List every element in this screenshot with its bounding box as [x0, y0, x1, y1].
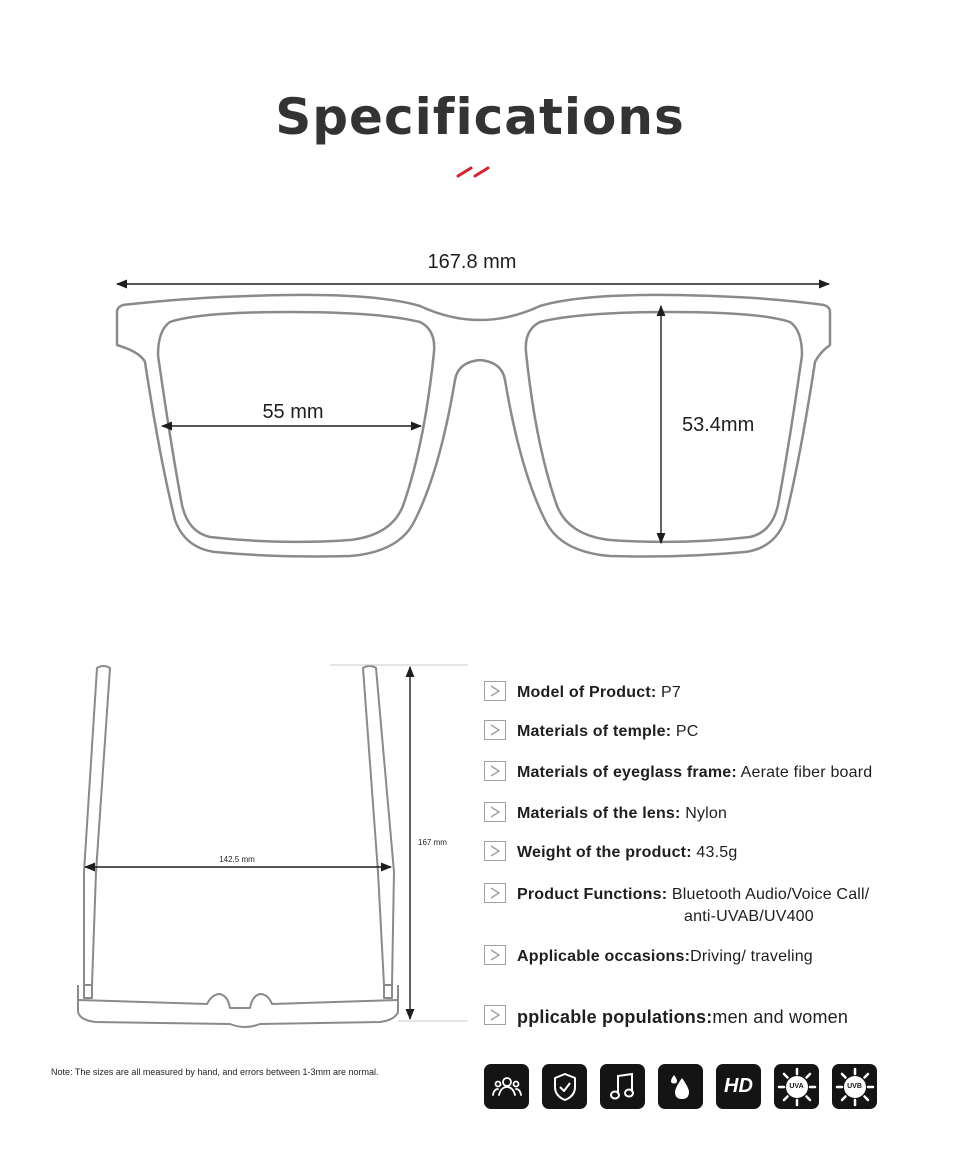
chevron-right-icon: [484, 1005, 506, 1025]
spec-value: PC: [671, 723, 699, 740]
chevron-right-icon: [484, 945, 506, 965]
temple-length-label: 167 mm: [418, 838, 447, 847]
spec-row-populations: [484, 1006, 944, 1028]
hd-label: HD: [724, 1075, 753, 1097]
people-icon: [484, 1064, 529, 1109]
spec-value: men and women: [712, 1007, 849, 1027]
spec-label: Weight of the product:: [517, 844, 692, 861]
spec-value-continued: anti-UVAB/UV400: [684, 908, 814, 925]
sun-uvb-icon: [832, 1064, 877, 1109]
title-accent: [458, 168, 488, 176]
chevron-right-icon: [484, 883, 506, 903]
page-title: Specifications: [275, 88, 685, 146]
spec-row-weight: [484, 842, 944, 864]
inner-width-label: 142.5 mm: [219, 855, 255, 864]
spec-label: Materials of eyeglass frame:: [517, 764, 737, 781]
spec-label: Applicable occasions:: [517, 948, 691, 965]
total-width-label: 167.8 mm: [427, 251, 517, 273]
lens-height-label: 53.4mm: [682, 414, 755, 436]
chevron-right-icon: [484, 681, 506, 701]
hd-icon: [716, 1064, 761, 1109]
spec-value: Driving/ traveling: [690, 948, 813, 965]
spec-value: Bluetooth Audio/Voice Call/: [667, 886, 870, 903]
shield-check-icon: [542, 1064, 587, 1109]
music-note-icon: [600, 1064, 645, 1109]
measurement-note: Note: The sizes are all measured by hand, and errors between 1-3mm are normal.: [51, 1067, 379, 1077]
spec-row-temple: [484, 721, 944, 743]
spec-value: Aerate fiber board: [736, 764, 873, 781]
spec-value: 43.5g: [691, 844, 738, 861]
uva-label: UVA: [789, 1083, 804, 1090]
spec-label: Product Functions:: [517, 886, 668, 903]
spec-label: Materials of the lens:: [517, 805, 681, 822]
lens-width-label: 55 mm: [262, 401, 324, 423]
spec-row-frame: [484, 762, 944, 784]
spec-row-occasions: [484, 946, 944, 968]
spec-row-model: [484, 682, 944, 704]
chevron-right-icon: [484, 761, 506, 781]
spec-value: Nylon: [680, 805, 728, 822]
dimension-guides: [330, 665, 468, 1021]
spec-label: Model of Product:: [517, 684, 657, 701]
dimension-arrows-top: [85, 667, 410, 1019]
chevron-right-icon: [484, 802, 506, 822]
spec-label: pplicable populations:: [517, 1007, 713, 1027]
spec-value: P7: [656, 684, 682, 701]
sun-uva-icon: [774, 1064, 819, 1109]
water-drop-icon: [658, 1064, 703, 1109]
spec-label: Materials of temple:: [517, 723, 672, 740]
spec-row-functions: [484, 884, 944, 928]
feature-icons: [484, 1064, 877, 1109]
top-frame-outline: [78, 666, 398, 1027]
chevron-right-icon: [484, 841, 506, 861]
chevron-right-icon: [484, 720, 506, 740]
uvb-label: UVB: [847, 1083, 862, 1090]
spec-row-lens: [484, 803, 944, 825]
